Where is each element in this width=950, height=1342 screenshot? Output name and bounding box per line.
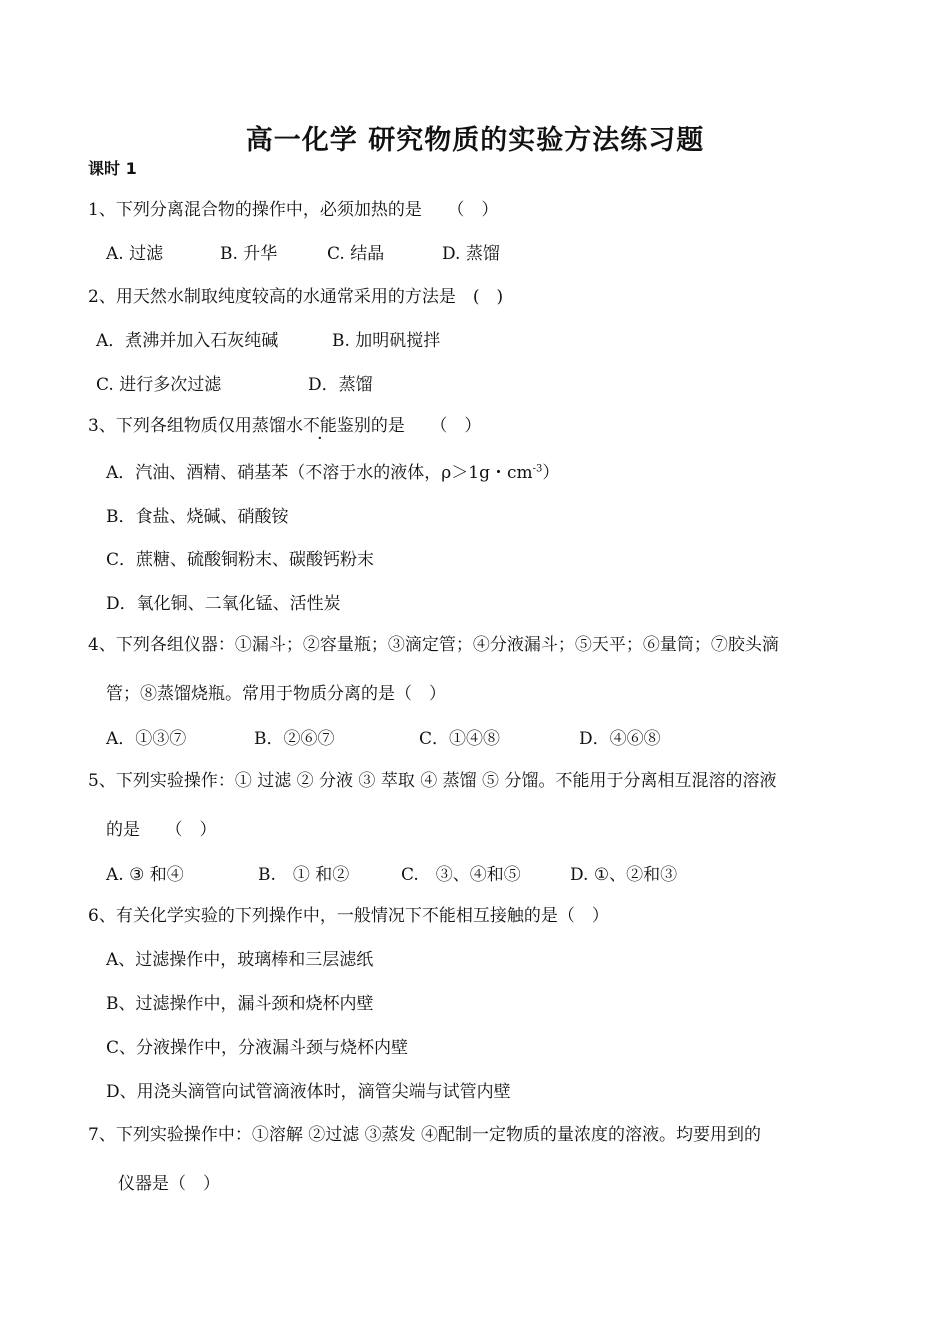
page-title: 高一化学 研究物质的实验方法练习题	[245, 125, 705, 156]
question-4-stem-line2: 管；⑧蒸馏烧瓶。常用于物质分离的是（ ）	[106, 684, 446, 704]
q3-option-a	[106, 461, 559, 485]
question-1-options	[106, 242, 500, 266]
q3-stem-before: 3、下列各组物质仅用蒸馏水	[88, 416, 303, 436]
q3-option-d: D．氧化铜、二氧化锰、活性炭	[106, 594, 341, 614]
question-4-stem-line1: 4、下列各组仪器：①漏斗；②容量瓶；③滴定管；④分液漏斗；⑤天平；⑥量筒；⑦胶头滴	[88, 635, 779, 655]
q2-option-a: A．煮沸并加入石灰纯碱	[96, 331, 279, 351]
question-7-stem-line2: 仪器是（ ）	[118, 1174, 220, 1194]
q6-option-c: C、分液操作中，分液漏斗颈与烧杯内壁	[106, 1038, 409, 1058]
q1-option-b: B. 升华	[220, 244, 278, 264]
question-3-stem	[88, 414, 481, 438]
q3-option-a-superscript: -3	[532, 463, 543, 475]
q2-option-c: C. 进行多次过滤	[96, 375, 222, 395]
q4-option-b: B．②⑥⑦	[254, 729, 335, 749]
q2-option-d: D．蒸馏	[308, 375, 373, 395]
question-2-stem: 2、用天然水制取纯度较高的水通常采用的方法是 ( )	[88, 287, 504, 307]
q3-option-c: C．蔗糖、硫酸铜粉末、碳酸钙粉末	[106, 550, 375, 570]
q2-option-b: B. 加明矾搅拌	[332, 331, 441, 351]
q6-option-b: B、过滤操作中，漏斗颈和烧杯内壁	[106, 994, 374, 1014]
q3-option-a-text: A．汽油、酒精、硝基苯（不溶于水的液体，ρ＞1g・cm	[106, 463, 533, 483]
question-2-options-row1	[96, 329, 440, 353]
q3-stem-after: 鉴别的是 （ ）	[336, 416, 482, 436]
section-label: 课时 1	[88, 159, 137, 178]
q6-option-a: A、过滤操作中，玻璃棒和三层滤纸	[106, 950, 374, 970]
q5-option-a: A. ③ 和④	[106, 865, 184, 885]
q3-option-b: B．食盐、烧碱、硝酸铵	[106, 507, 289, 527]
question-7-stem-line1: 7、下列实验操作中：①溶解 ②过滤 ③蒸发 ④配制一定物质的量浓度的溶液。均要用到的	[88, 1125, 762, 1145]
q1-option-d: D. 蒸馏	[442, 244, 500, 264]
q3-stem-emphasis: 不能	[302, 416, 337, 436]
q3-option-a-end: ）	[542, 463, 560, 483]
q5-option-c: C. ③、④和⑤	[401, 865, 521, 885]
q4-option-c: C．①④⑧	[419, 729, 501, 749]
question-5-options	[106, 863, 677, 887]
q5-option-b: B. ① 和②	[258, 865, 350, 885]
q5-option-d: D. ①、②和③	[570, 865, 678, 885]
question-5-stem-line2: 的是 （ ）	[106, 820, 217, 840]
question-6-stem: 6、有关化学实验的下列操作中，一般情况下不能相互接触的是（ ）	[88, 906, 609, 926]
question-1-stem: 1、下列分离混合物的操作中，必须加热的是 （ ）	[88, 200, 499, 220]
question-2-options-row2	[96, 373, 373, 397]
question-5-stem-line1: 5、下列实验操作：① 过滤 ② 分液 ③ 萃取 ④ 蒸馏 ⑤ 分馏。不能用于分离相互混溶的溶液	[88, 771, 777, 791]
q1-option-a: A. 过滤	[106, 244, 164, 264]
q1-option-c: C. 结晶	[327, 244, 385, 264]
q4-option-d: D．④⑥⑧	[579, 729, 661, 749]
q6-option-d: D、用浇头滴管向试管滴液体时，滴管尖端与试管内壁	[106, 1082, 511, 1102]
q4-option-a: A．①③⑦	[106, 729, 187, 749]
question-4-options	[106, 727, 661, 751]
